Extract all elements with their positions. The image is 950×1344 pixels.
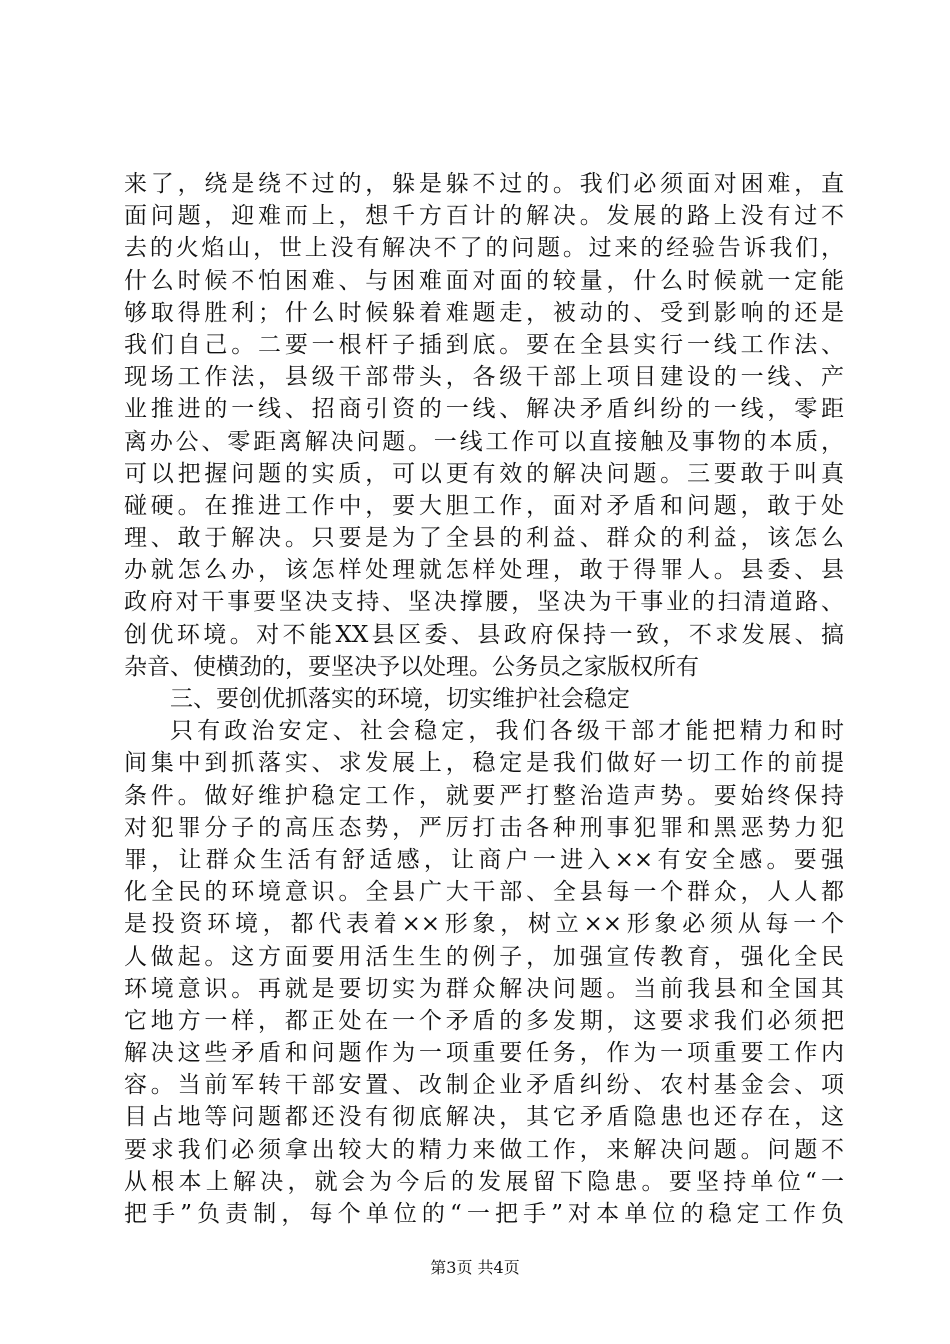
text-line: 容。当前军转干部安置、改制企业矛盾纠纷、农村基金会、项 — [124, 1072, 844, 1099]
text-line: 罪，让群众生活有舒适感，让商户一进入××有安全感。要强 — [124, 846, 844, 873]
text-line: 什么时候不怕困难、与困难面对面的较量，什么时候就一定能 — [124, 267, 844, 294]
text-line: 人做起。这方面要用活生生的例子，加强宣传教育，强化全民 — [124, 943, 844, 970]
text-line: 是投资环境，都代表着××形象，树立××形象必须从每一个 — [124, 911, 844, 938]
text-line: 对犯罪分子的高压态势，严厉打击各种刑事犯罪和黑恶势力犯 — [124, 814, 844, 841]
text-line: 可以把握问题的实质，可以更有效的解决问题。三要敢于叫真 — [124, 460, 844, 487]
section-heading — [124, 683, 844, 715]
text-line: 去的火焰山，世上没有解决不了的问题。过来的经验告诉我们， — [124, 235, 844, 262]
text-line: 离办公、零距离解决问题。一线工作可以直接触及事物的本质， — [124, 428, 844, 455]
text-line: 够取得胜利；什么时候躲着难题走，被动的、受到影响的还是 — [124, 299, 844, 326]
text-line: 间集中到抓落实、求发展上，稳定是我们做好一切工作的前提 — [124, 750, 844, 777]
text-line: 碰硬。在推进工作中，要大胆工作，面对矛盾和问题，敢于处 — [124, 492, 844, 519]
text-line: 它地方一样，都正处在一个矛盾的多发期，这要求我们必须把 — [124, 1007, 844, 1034]
text-line: 杂音、使横劲的，要坚决予以处理。公务员之家版权所有 — [124, 653, 699, 680]
text-line: 政府对干事要坚决支持、坚决撑腰，坚决为干事业的扫清道路、 — [124, 589, 844, 616]
text-line: 我们自己。二要一根杆子插到底。要在全县实行一线工作法、 — [124, 331, 844, 358]
text-line: 要求我们必须拿出较大的精力来做工作，来解决问题。问题不 — [124, 1136, 844, 1163]
page-number-footer: 第3页 共4页 — [430, 1258, 520, 1277]
text-line: 把手”负责制，每个单位的“一把手”对本单位的稳定工作负 — [124, 1201, 844, 1227]
heading-line: 三、要创优抓落实的环境，切实维护社会稳定 — [170, 686, 630, 712]
text-line: 现场工作法，县级干部带头，各级干部上项目建设的一线、产 — [124, 364, 844, 391]
document-body — [124, 168, 844, 1230]
text-line: 理、敢于解决。只要是为了全县的利益、群众的利益，该怎么 — [124, 525, 844, 552]
text-line: 化全民的环境意识。全县广大干部、全县每一个群众，人人都 — [124, 879, 844, 906]
text-line: 业推进的一线、招商引资的一线、解决矛盾纠纷的一线，零距 — [124, 396, 844, 423]
text-line: 目占地等问题都还没有彻底解决，其它矛盾隐患也还存在，这 — [124, 1104, 844, 1131]
paragraph-1 — [124, 168, 844, 683]
text-line: 环境意识。再就是要切实为群众解决问题。当前我县和全国其 — [124, 975, 844, 1002]
text-line: 面问题，迎难而上，想千方百计的解决。发展的路上没有过不 — [124, 203, 844, 230]
text-line: 条件。做好维护稳定工作，就要严打整治造声势。要始终保持 — [124, 782, 844, 809]
text-line: 办就怎么办，该怎样处理就怎样处理，敢于得罪人。县委、县 — [124, 557, 844, 584]
text-line: 从根本上解决，就会为今后的发展留下隐患。要坚持单位“一 — [124, 1168, 844, 1195]
text-line: 只有政治安定、社会稳定，我们各级干部才能把精力和时 — [170, 718, 844, 745]
text-line: 创优环境。对不能XX县区委、县政府保持一致，不求发展、搞 — [124, 621, 844, 648]
text-line: 解决这些矛盾和问题作为一项重要任务，作为一项重要工作内 — [124, 1040, 844, 1067]
text-line: 来了，绕是绕不过的，躲是躲不过的。我们必须面对困难，直 — [124, 171, 844, 197]
paragraph-3 — [124, 715, 844, 1230]
